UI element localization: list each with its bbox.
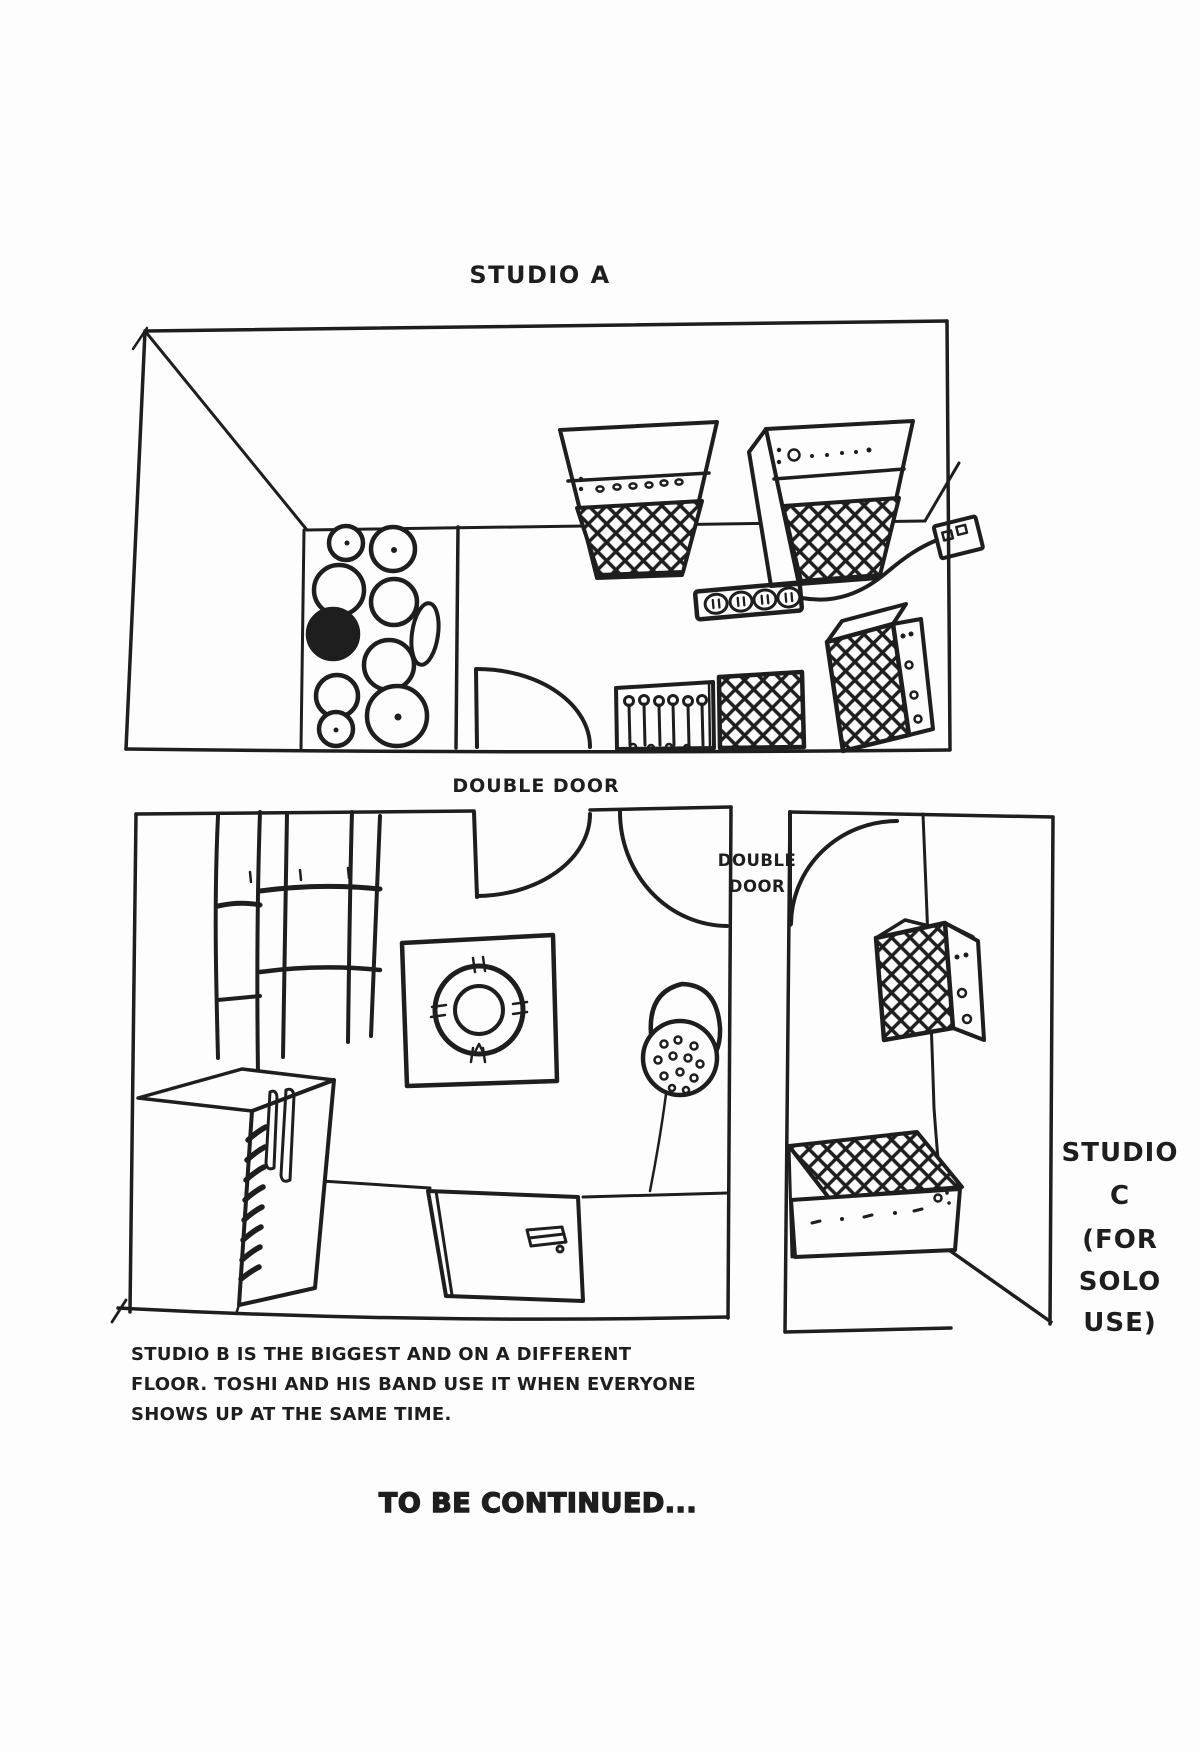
double-door-label-mid-line1: DOUBLE	[717, 851, 797, 870]
mixing-console	[138, 1069, 334, 1314]
caption-line3: SHOWS UP AT THE SAME TIME.	[131, 1404, 452, 1425]
speaker-cab-center	[719, 672, 804, 748]
wall-outlet	[934, 516, 984, 558]
equipment-rack	[616, 682, 714, 751]
door-studio-a	[476, 669, 590, 747]
drum-kit	[308, 526, 442, 746]
studio-c-label-line4: SOLO	[1078, 1267, 1162, 1297]
mic-stand	[650, 1094, 666, 1191]
caption-line2: FLOOR. TOSHI AND HIS BAND USE IT WHEN EVERYONE	[131, 1374, 696, 1395]
studio-c-label-line3: (FOR	[1082, 1225, 1158, 1255]
rug	[428, 1191, 583, 1301]
window-curtain	[216, 812, 380, 1075]
speaker-cab-right	[827, 604, 933, 751]
caption-line1: STUDIO B IS THE BIGGEST AND ON A DIFFERENT	[131, 1344, 632, 1365]
studio-c-label-line5: USE)	[1083, 1308, 1157, 1338]
double-door-label-mid-line2: DOOR	[728, 877, 786, 896]
to-be-continued-text: TO BE CONTINUED...	[378, 1488, 698, 1519]
microphone	[643, 984, 720, 1191]
ceiling-amp-left	[560, 422, 717, 578]
studio-c-label-line2: C	[1109, 1181, 1131, 1211]
double-door-label-top: DOUBLE DOOR	[452, 775, 620, 797]
wall-clock	[402, 935, 557, 1086]
studio-c-wall-amp	[876, 920, 984, 1040]
studio-a-title: STUDIO A	[469, 261, 611, 289]
door-from-studio-a	[474, 812, 590, 897]
ceiling-amp-right	[749, 421, 913, 586]
power-strip	[695, 582, 802, 619]
studio-c-label-line1: STUDIO	[1061, 1138, 1179, 1168]
